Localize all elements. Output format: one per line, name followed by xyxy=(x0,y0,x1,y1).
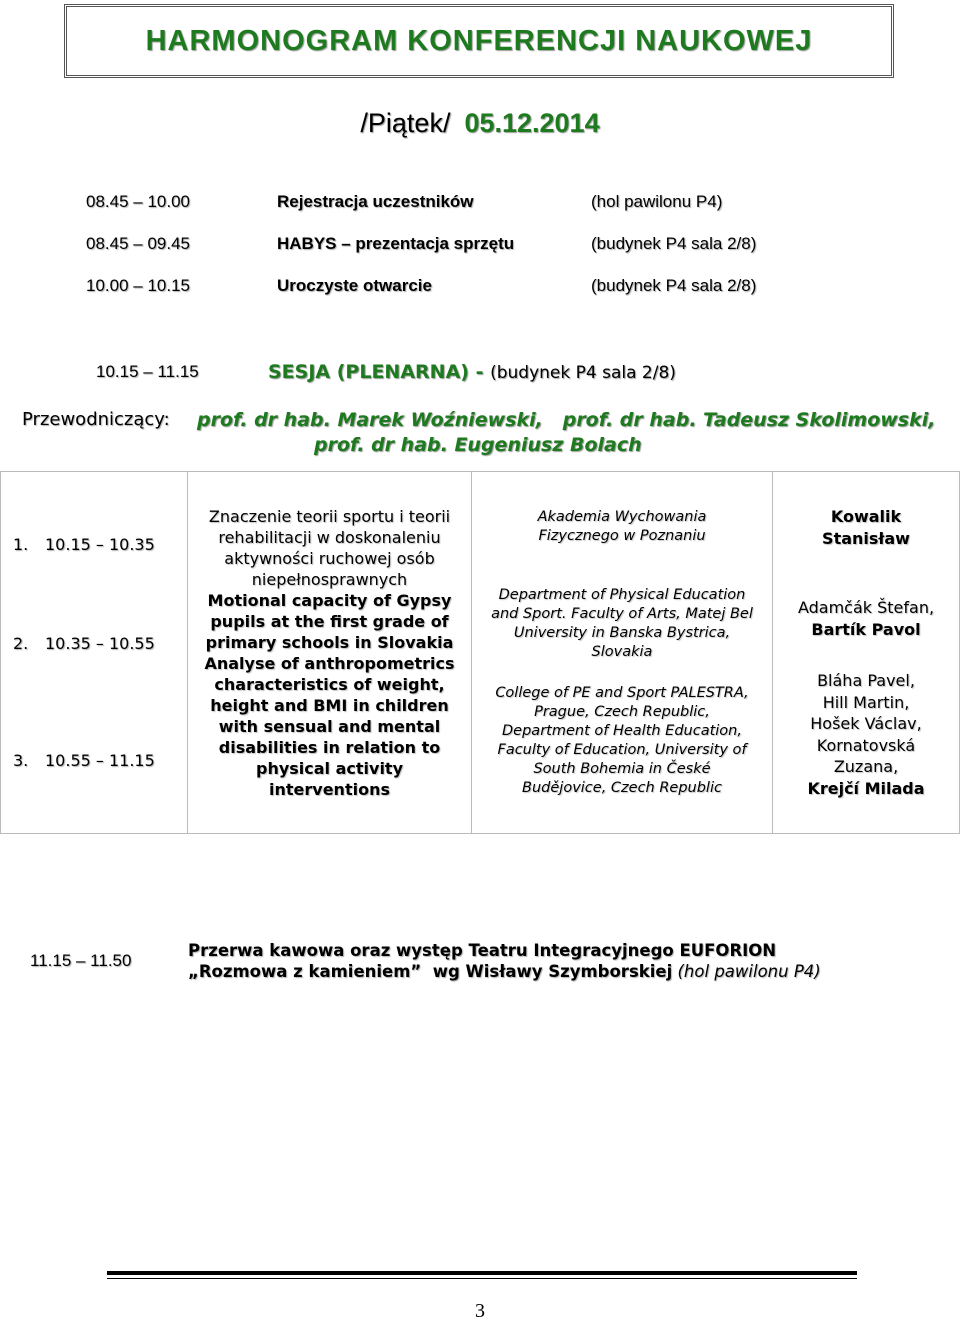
break-text xyxy=(188,940,821,982)
schedule-location: (budynek P4 sala 2/8) xyxy=(591,276,757,295)
table-row xyxy=(1,472,960,834)
schedule-time: 10.00 – 10.15 xyxy=(86,276,190,295)
talk-institution-3: College of PE and Sport PALESTRA, Prague, Czech Republic, Department of Health Education, Faculty of Education, University of South Bohemia in České Budějovice, Czech Republic xyxy=(495,684,749,796)
talk-authors-1: Kowalik Stanisław xyxy=(822,507,910,548)
title-box xyxy=(64,4,894,78)
schedule-row-opening xyxy=(0,276,960,298)
talk-title-2: Motional capacity of Gypsy pupils at the first grade of primary schools in Slovakia xyxy=(205,590,454,652)
schedule-time: 08.45 – 10.00 xyxy=(86,192,190,211)
talk-institution-1: Akademia Wychowania Fizycznego w Poznaniu xyxy=(537,508,707,544)
schedule-event: HABYS – prezentacja sprzętu xyxy=(277,234,515,253)
date-line xyxy=(0,108,960,139)
talk-times-cell xyxy=(1,472,188,834)
session-location: (budynek P4 sala 2/8) xyxy=(490,363,676,383)
break-time: 11.15 – 11.50 xyxy=(30,951,132,970)
break-location: (hol pawilonu P4) xyxy=(677,962,821,981)
page-title: HARMONOGRAM KONFERENCJI NAUKOWEJ xyxy=(145,24,813,57)
talk-title-3: Analyse of anthropometrics characteristics of weight, height and BMI in children with sensual and mental disabilities in relation to physical activity interventions xyxy=(204,653,455,799)
session-title xyxy=(268,361,676,383)
talk-time-3: 3. 10.55 – 11.15 xyxy=(13,751,155,770)
talk-time-1: 1. 10.15 – 10.35 xyxy=(13,535,155,554)
chairs-line-1: prof. dr hab. Marek Woźniewski, prof. dr hab. Tadeusz Skolimowski, xyxy=(197,409,936,431)
schedule-location: (hol pawilonu P4) xyxy=(591,192,723,211)
chair-names xyxy=(197,408,957,458)
break-line-1: Przerwa kawowa oraz występ Teatru Integracyjnego EUFORION xyxy=(188,941,777,960)
footer-rule-thin xyxy=(107,1278,857,1279)
break-line-2: „Rozmowa z kamieniem” wg Wisławy Szymborskiej xyxy=(188,962,673,981)
footer-rule xyxy=(107,1271,857,1275)
talk-authors-cell xyxy=(773,472,960,834)
chair-label: Przewodniczący: xyxy=(22,409,170,430)
talk-time-2: 2. 10.35 – 10.55 xyxy=(13,634,155,653)
schedule-event: Uroczyste otwarcie xyxy=(277,276,432,295)
talk-authors-3: Bláha Pavel, Hill Martin, Hošek Václav, Kornatovská Zuzana, Krejčí Milada xyxy=(807,671,925,798)
chairs-line-2: prof. dr hab. Eugeniusz Bolach xyxy=(314,434,642,456)
day-label: /Piątek/ xyxy=(360,108,451,138)
talk-institution-2: Department of Physical Education and Sport. Faculty of Arts, Matej Bel University in Banska Bystrica, Slovakia xyxy=(491,586,753,660)
talk-institutions-cell xyxy=(472,472,773,834)
session-time: 10.15 – 11.15 xyxy=(96,362,199,381)
schedule-row-registration xyxy=(0,192,960,214)
date-label: 05.12.2014 xyxy=(464,108,600,138)
schedule-event: Rejestracja uczestników xyxy=(277,192,474,211)
talk-authors-2: Adamčák Štefan, Bartík Pavol xyxy=(797,598,935,639)
talk-titles-cell xyxy=(188,472,472,834)
page-number: 3 xyxy=(475,1300,485,1322)
schedule-location: (budynek P4 sala 2/8) xyxy=(591,234,757,253)
schedule-time: 08.45 – 09.45 xyxy=(86,234,190,253)
talk-title-1: Znaczenie teorii sportu i teorii rehabilitacji w doskonaleniu aktywności ruchowej osób niepełnosprawnych xyxy=(208,506,451,589)
talks-table xyxy=(0,471,960,834)
schedule-row-habys xyxy=(0,234,960,256)
session-name: SESJA (PLENARNA) - xyxy=(268,361,484,383)
